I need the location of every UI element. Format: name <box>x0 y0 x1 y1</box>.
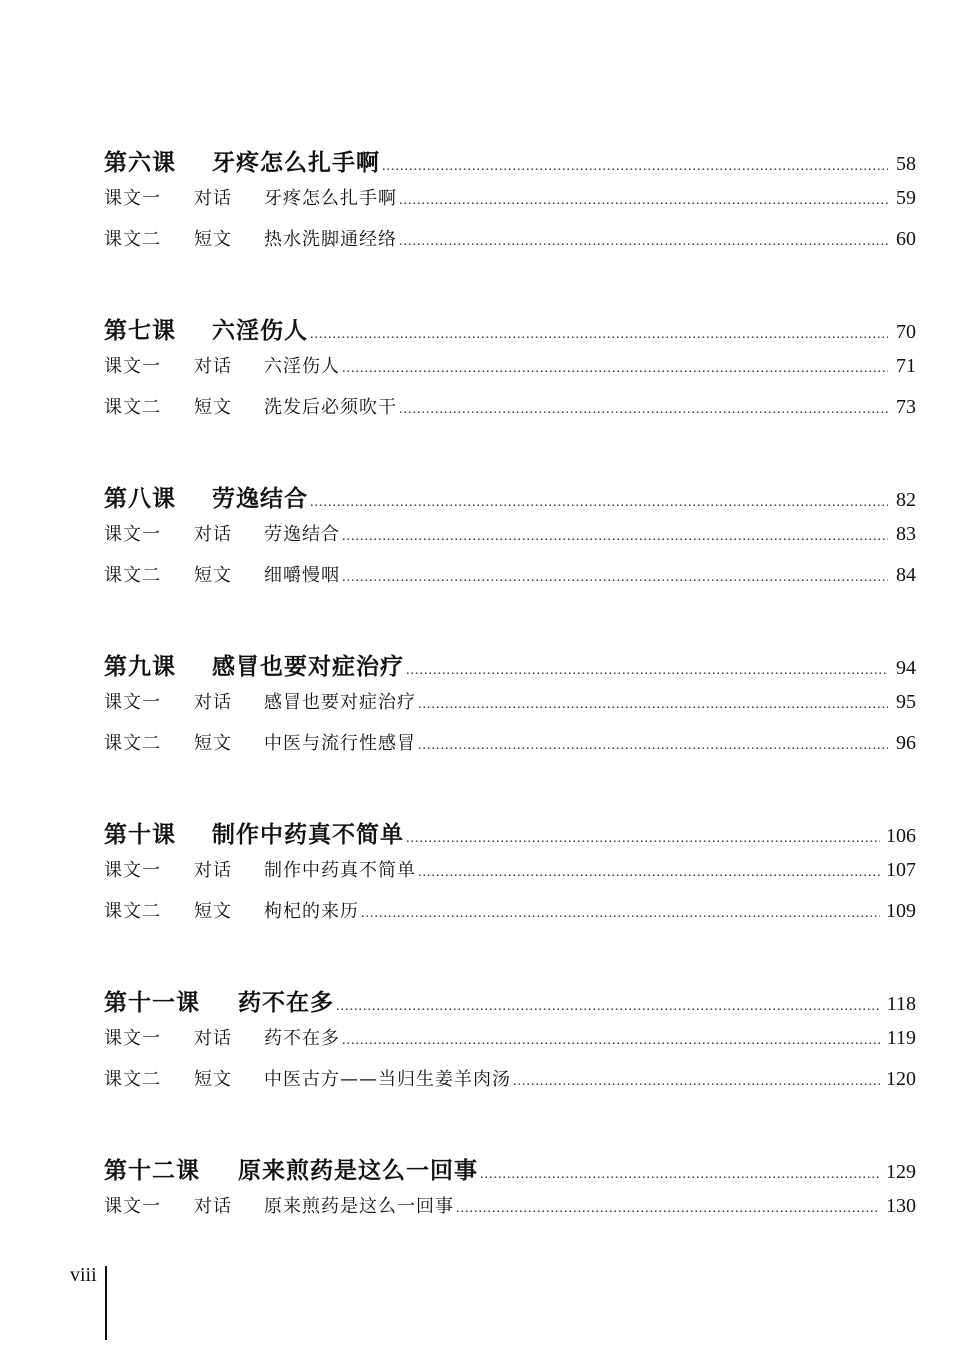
dot-leader <box>418 697 888 713</box>
text-number: 课文二 <box>104 733 161 754</box>
text-title: 中医与流行性感冒 <box>264 733 416 754</box>
text-type: 短文 <box>194 565 232 586</box>
text-title: 药不在多 <box>264 1028 340 1049</box>
lesson-section <box>104 144 916 266</box>
text-title: 牙疼怎么扎手啊 <box>264 188 397 209</box>
text-entry[interactable] <box>104 184 916 225</box>
lesson-heading[interactable] <box>104 816 916 856</box>
page-number: 82 <box>896 489 916 511</box>
dot-leader <box>310 495 888 511</box>
text-number: 课文一 <box>104 1028 161 1049</box>
text-type: 短文 <box>194 229 232 250</box>
lesson-number: 第八课 <box>104 486 176 512</box>
lesson-title: 牙疼怎么扎手啊 <box>212 150 380 176</box>
page-number: 73 <box>896 396 916 418</box>
text-entry[interactable] <box>104 352 916 393</box>
dot-leader <box>399 402 888 418</box>
page-number: 95 <box>896 691 916 713</box>
text-title: 感冒也要对症治疗 <box>264 692 416 713</box>
text-title: 洗发后必须吹干 <box>264 397 397 418</box>
lesson-title: 感冒也要对症治疗 <box>212 654 404 680</box>
page-number: 119 <box>886 1027 916 1049</box>
text-entry[interactable] <box>104 225 916 266</box>
page-number: 71 <box>896 355 916 377</box>
dot-leader <box>456 1201 880 1217</box>
text-number: 课文一 <box>104 524 161 545</box>
text-type: 对话 <box>194 1028 232 1049</box>
dot-leader <box>310 327 888 343</box>
text-number: 课文一 <box>104 692 161 713</box>
lesson-number: 第十课 <box>104 822 176 848</box>
text-title: 六淫伤人 <box>264 356 340 377</box>
text-type: 对话 <box>194 524 232 545</box>
text-number: 课文二 <box>104 565 161 586</box>
lesson-section <box>104 1152 916 1233</box>
dot-leader <box>361 906 880 922</box>
text-title: 制作中药真不简单 <box>264 860 416 881</box>
page-number: 109 <box>886 900 916 922</box>
lesson-section <box>104 312 916 434</box>
page-number: 129 <box>886 1161 916 1183</box>
lesson-section <box>104 816 916 938</box>
page-number: 59 <box>896 187 916 209</box>
dot-leader <box>342 570 888 586</box>
text-entry[interactable] <box>104 897 916 938</box>
page-number: 83 <box>896 523 916 545</box>
lesson-title: 六淫伤人 <box>212 318 308 344</box>
text-entry[interactable] <box>104 1024 916 1065</box>
text-title: 枸杞的来历 <box>264 901 359 922</box>
text-number: 课文二 <box>104 1069 161 1090</box>
footer-page-number: viii <box>70 1264 97 1286</box>
text-type: 对话 <box>194 692 232 713</box>
page-number: 60 <box>896 228 916 250</box>
page-number: 106 <box>886 825 916 847</box>
dot-leader <box>418 738 888 754</box>
text-entry[interactable] <box>104 393 916 434</box>
lesson-heading[interactable] <box>104 1152 916 1192</box>
dot-leader <box>342 529 888 545</box>
text-type: 对话 <box>194 860 232 881</box>
text-entry[interactable] <box>104 729 916 770</box>
lesson-title: 制作中药真不简单 <box>212 822 404 848</box>
text-title: 热水洗脚通经络 <box>264 229 397 250</box>
text-number: 课文一 <box>104 860 161 881</box>
dot-leader <box>513 1074 880 1090</box>
text-title: 劳逸结合 <box>264 524 340 545</box>
lesson-heading[interactable] <box>104 984 916 1024</box>
lesson-title: 药不在多 <box>238 990 334 1016</box>
text-number: 课文二 <box>104 229 161 250</box>
dot-leader <box>342 1033 881 1049</box>
dot-leader <box>336 999 881 1015</box>
dot-leader <box>382 159 888 175</box>
lesson-heading[interactable] <box>104 480 916 520</box>
lesson-heading[interactable] <box>104 144 916 184</box>
text-type: 短文 <box>194 901 232 922</box>
page-number: 84 <box>896 564 916 586</box>
lesson-number: 第六课 <box>104 150 176 176</box>
page-number: 118 <box>886 993 916 1015</box>
text-entry[interactable] <box>104 1065 916 1106</box>
lesson-section <box>104 648 916 770</box>
text-type: 短文 <box>194 733 232 754</box>
footer-vertical-rule <box>105 1266 107 1340</box>
page-number: 107 <box>886 859 916 881</box>
table-of-contents <box>104 144 916 1279</box>
text-title: 细嚼慢咽 <box>264 565 340 586</box>
text-title: 原来煎药是这么一回事 <box>264 1196 454 1217</box>
lesson-heading[interactable] <box>104 312 916 352</box>
text-type: 短文 <box>194 397 232 418</box>
text-number: 课文二 <box>104 901 161 922</box>
page-number: 130 <box>886 1195 916 1217</box>
text-type: 对话 <box>194 188 232 209</box>
lesson-section <box>104 984 916 1106</box>
dot-leader <box>342 361 888 377</box>
lesson-section <box>104 480 916 602</box>
text-type: 对话 <box>194 1196 232 1217</box>
dot-leader <box>406 663 888 679</box>
text-entry[interactable] <box>104 561 916 602</box>
lesson-number: 第七课 <box>104 318 176 344</box>
dot-leader <box>399 234 888 250</box>
page-number: 96 <box>896 732 916 754</box>
lesson-heading[interactable] <box>104 648 916 688</box>
lesson-title: 劳逸结合 <box>212 486 308 512</box>
dot-leader <box>406 831 880 847</box>
text-entry[interactable] <box>104 1192 916 1233</box>
page-number: 70 <box>896 321 916 343</box>
lesson-number: 第十一课 <box>104 990 200 1016</box>
page-number: 58 <box>896 153 916 175</box>
page-number: 94 <box>896 657 916 679</box>
text-number: 课文一 <box>104 356 161 377</box>
text-entry[interactable] <box>104 688 916 729</box>
dot-leader <box>418 865 880 881</box>
text-title: 中医古方——当归生姜羊肉汤 <box>264 1069 511 1090</box>
text-type: 对话 <box>194 356 232 377</box>
text-entry[interactable] <box>104 856 916 897</box>
text-number: 课文二 <box>104 397 161 418</box>
lesson-number: 第十二课 <box>104 1158 200 1184</box>
text-type: 短文 <box>194 1069 232 1090</box>
text-number: 课文一 <box>104 1196 161 1217</box>
dot-leader <box>399 193 888 209</box>
lesson-number: 第九课 <box>104 654 176 680</box>
lesson-title: 原来煎药是这么一回事 <box>238 1158 478 1184</box>
page-number: 120 <box>886 1068 916 1090</box>
text-number: 课文一 <box>104 188 161 209</box>
dot-leader <box>480 1167 880 1183</box>
text-entry[interactable] <box>104 520 916 561</box>
